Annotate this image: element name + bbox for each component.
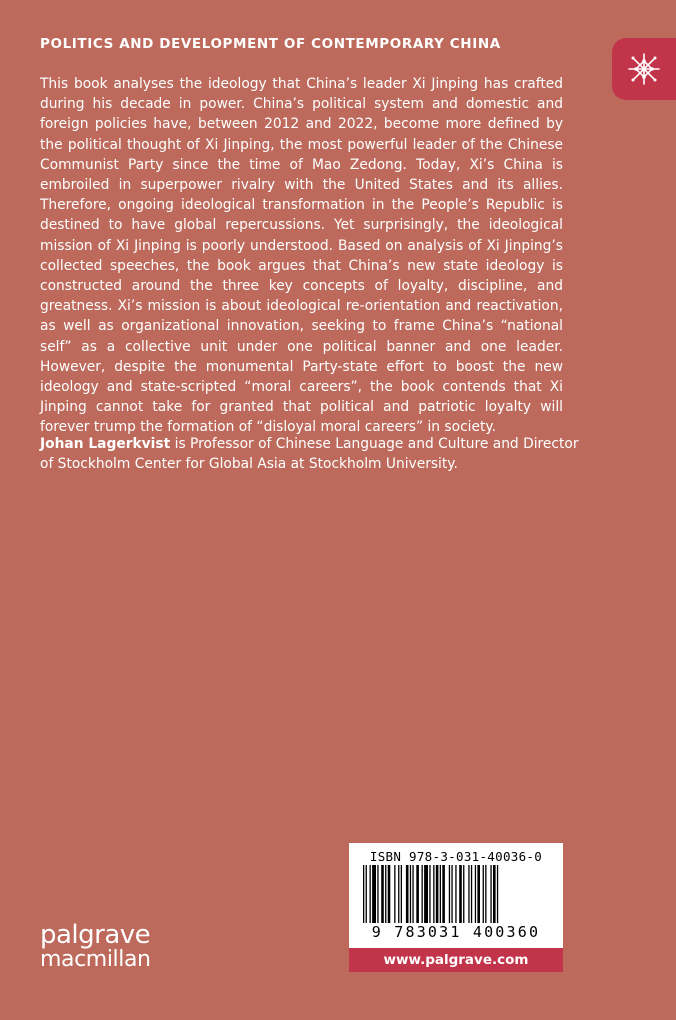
- book-description: This book analyses the ideology that China’s leader Xi Jinping has crafted during his decade in power. China’s political system and domestic and foreign policies have, between 2012 and 2022, become more defined by the political thought of Xi Jinping, the most powerful leader of the Chinese Communist Party since the time of Mao Zedong. Today, Xi’s China is embroiled in superpower rivalry with the United States and its allies. Therefore, ongoing ideological transformation in the People’s Republic is destined to have global repercussions. Yet surprisingly, the ideological mission of Xi Jinping is poorly understood. Based on analysis of Xi Jinping’s collected speeches, the book argues that China’s new state ideology is constructed around the three key concepts of loyalty, discipline, and greatness. Xi’s mission is about ideological re-orientation and reactivation, as well as organizational innovation, seeking to frame China’s “national self” as a collective unit under one political banner and one leader. However, despite the monumental Party-state effort to boost the new ideology and state-scripted “moral careers”, the book contends that Xi Jinping cannot take for granted that political and patriotic loyalty will forever trump the formation of “disloyal moral careers” in society.: [40, 76, 563, 436]
- publisher-line-1: palgrave: [40, 920, 151, 950]
- isbn-label: ISBN 978-3-031-40036-0: [369, 849, 543, 864]
- publisher-logo: [612, 38, 676, 100]
- palgrave-network-icon: [625, 50, 663, 88]
- author-description: is Professor of Chinese Language and Culture and Director of Stockholm Center for Global Asia at Stockholm University.: [40, 436, 579, 473]
- publisher-line-2: macmillan: [40, 947, 151, 972]
- author-bio: [40, 434, 580, 474]
- barcode-box: [349, 843, 563, 946]
- publisher-website[interactable]: www.palgrave.com: [349, 946, 563, 972]
- barcode-icon: [363, 865, 549, 927]
- publisher-wordmark: [40, 922, 151, 972]
- series-title: POLITICS AND DEVELOPMENT OF CONTEMPORARY CHINA: [40, 36, 501, 52]
- barcode-digits: 9 783031 400360: [371, 923, 541, 941]
- author-name: Johan Lagerkvist: [40, 436, 171, 452]
